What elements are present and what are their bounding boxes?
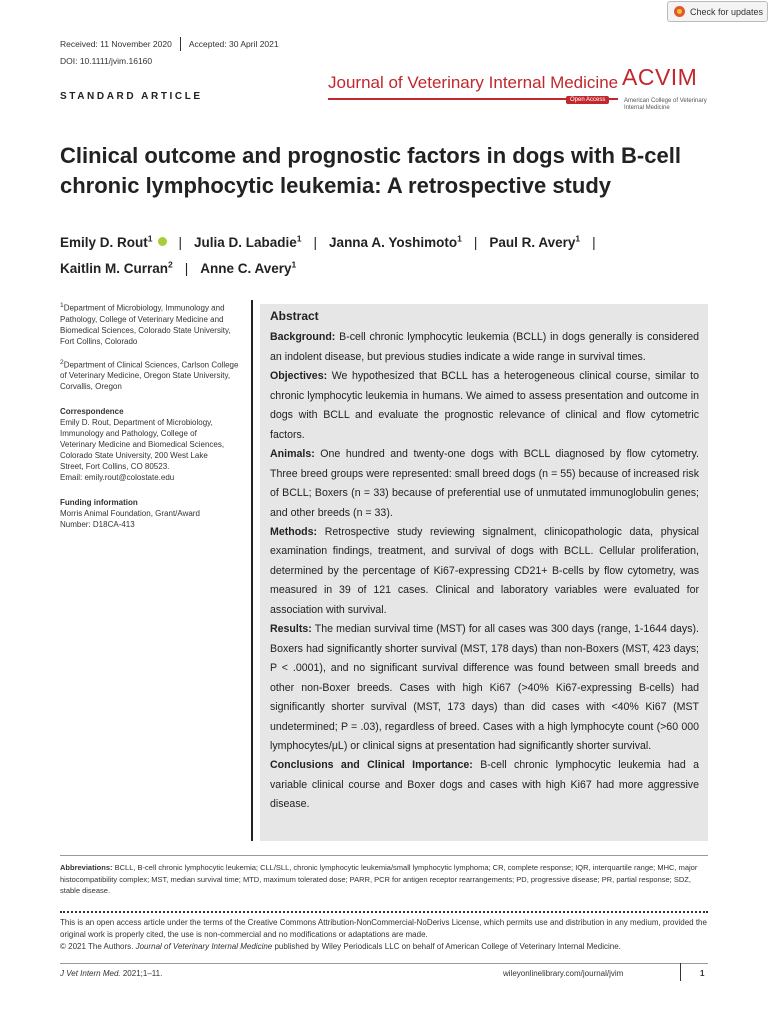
open-access-badge: Open Access bbox=[566, 96, 609, 104]
author-separator: | bbox=[184, 261, 189, 276]
page-number: 1 bbox=[700, 969, 705, 978]
crossmark-icon bbox=[674, 6, 685, 17]
correspondence bbox=[60, 406, 240, 483]
author[interactable]: Janna A. Yoshimoto$^1$ bbox=[329, 233, 462, 250]
check-for-updates-label: Check for updates bbox=[690, 6, 764, 17]
correspondence-line: Street, Fort Collins, CO 80523. bbox=[60, 462, 170, 472]
abbreviations-rule bbox=[60, 855, 708, 856]
affiliation: $^2$Department of Clinical Sciences, Carlson College of Veterinary Medicine, Oregon State University, Corvallis, Oregon bbox=[60, 358, 239, 392]
acvim-logo: ACVIM bbox=[622, 64, 698, 90]
funding-line: Number: D18CA-413 bbox=[60, 520, 135, 530]
author-separator: | bbox=[592, 234, 596, 250]
accepted-date: Accepted: 30 April 2021 bbox=[188, 39, 279, 49]
license-divider bbox=[60, 911, 708, 913]
copyright-line: © 2021 The Authors. Journal of Veterinary Internal Medicine published by Wiley Periodicals LLC on behalf of American College of Veterinary Internal Medicine. bbox=[60, 942, 621, 951]
check-for-updates-button[interactable] bbox=[667, 1, 768, 22]
correspondence-line: Emily D. Rout, Department of Microbiology, bbox=[60, 418, 213, 428]
journal-citation: J Vet Intern Med. 2021;1–11. bbox=[60, 969, 163, 978]
footer-rule bbox=[60, 963, 708, 964]
author[interactable]: Paul R. Avery$^1$ bbox=[489, 233, 581, 250]
abstract-heading: Abstract bbox=[270, 309, 319, 323]
license-notice bbox=[60, 917, 708, 953]
affiliation: $^1$Department of Microbiology, Immunology and Pathology, College of Veterinary Medicine and Biomedical Sciences, Colorado State University, Fort Collins, Colorado bbox=[60, 302, 231, 346]
abstract-objectives: Objectives: We hypothesized that BCLL has a heterogeneous clinical course, similar to chronic lymphocytic leukemia in humans. We aimed to assess presentation and outcome in dogs with BCLL and evaluate the prognostic relevance of clinical and flow cytometric factors. bbox=[270, 370, 699, 441]
author-separator: | bbox=[178, 234, 183, 250]
received-date: Received: 11 November 2020 bbox=[60, 39, 172, 49]
author-separator: | bbox=[313, 234, 318, 250]
doi: DOI: 10.1111/jvim.16160 bbox=[60, 56, 153, 66]
journal-name: Journal of Veterinary Internal Medicine bbox=[328, 73, 619, 92]
abstract-rule bbox=[251, 300, 253, 841]
funding bbox=[60, 497, 240, 530]
correspondence-line: Colorado State University, 200 West Lake bbox=[60, 451, 208, 461]
author-separator: | bbox=[473, 234, 478, 250]
author[interactable]: Emily D. Rout$^1$ bbox=[60, 233, 153, 250]
journal-website-link[interactable]: wileyonlinelibrary.com/journal/jvim bbox=[503, 969, 624, 978]
front-matter-sidebar bbox=[60, 300, 240, 530]
funding-line: Morris Animal Foundation, Grant/Award bbox=[60, 509, 200, 519]
abstract-results: Results: The median survival time (MST) for all cases was 300 days (range, 1-1644 days). Boxers had significantly shorter survival (MST, 178 days) than non-Boxers (MST, 423 days; P < .0001), and no significant survival difference was found between small breeds and other non-Boxer breeds. Cases with high Ki67 (>40% Ki67-expressing B-cells) had significantly shorter survival (MST, 173 days) than did cases with <40% Ki67 (MST undetermined; P = .03), regardless of breed. Cases with a high lymphocyte count (>60 000 lymphocytes/μL) or clinical signs at presentation had significantly shorter survival. bbox=[270, 623, 699, 752]
author[interactable]: Kaitlin M. Curran$^2$ bbox=[60, 259, 173, 276]
author-list bbox=[60, 227, 720, 280]
article-type: STANDARD ARTICLE bbox=[60, 91, 203, 102]
page-number-divider bbox=[680, 963, 681, 981]
abstract-background: Background: B-cell chronic lymphocytic leukemia (BCLL) in dogs generally is considered an indolent disease, but previous studies indicate a wide range in survival times. bbox=[270, 331, 699, 363]
article-dates bbox=[60, 39, 279, 51]
correspondence-email[interactable]: Email: emily.rout@colostate.edu bbox=[60, 473, 175, 483]
abstract-methods: Methods: Retrospective study reviewing signalment, clinicopathologic data, physical examination findings, treatment, and survival of dogs with BCLL. Cellular proliferation, determined by the percentage of Ki67-expressing CD21+ B-cells by flow cytometry, was measured in 39 of 121 cases. Clinical and laboratory variables were evaluated for association with survival. bbox=[270, 525, 699, 616]
author[interactable]: Julia D. Labadie$^1$ bbox=[194, 233, 302, 250]
abstract-box bbox=[260, 304, 708, 841]
acvim-logo-subtitle: American College of Veterinary Internal Medicine bbox=[624, 98, 707, 111]
abbreviations: Abbreviations: BCLL, B-cell chronic lymphocytic leukemia; CLL/SLL, chronic lymphocytic leukemia/small lymphocytic lymphoma; CR, complete response; IQR, interquartile range; MHC, major histocompatibility complex; MST, median survival time; MTD, maximum tolerated dose; PARR, PCR for antigen receptor rearrangements; PD, progressive disease; PR, partial response; SDZ, stable disease. bbox=[60, 863, 698, 895]
funding-heading: Funding information bbox=[60, 498, 138, 508]
license-text: This is an open access article under the terms of the Creative Commons Attribution-NonCommercial-NoDerivs License, which permits use and distribution in any medium, provided the original work is properly cited, the use is non-commercial and no modifications or adaptations are made. bbox=[60, 918, 707, 939]
orcid-icon[interactable] bbox=[158, 237, 167, 246]
correspondence-line: Veterinary Medicine and Biomedical Sciences, bbox=[60, 440, 225, 450]
date-divider bbox=[180, 37, 181, 51]
abstract-conclusions: Conclusions and Clinical Importance: B-cell chronic lymphocytic leukemia had a variable clinical course and Boxer dogs and cases with high Ki67 had more aggressive disease. bbox=[270, 759, 699, 811]
correspondence-heading: Correspondence bbox=[60, 407, 124, 417]
correspondence-line: Immunology and Pathology, College of bbox=[60, 429, 197, 439]
author[interactable]: Anne C. Avery$^1$ bbox=[200, 259, 297, 276]
abstract-animals: Animals: One hundred and twenty-one dogs with BCLL diagnosed by flow cytometry. Three breed groups were represented: small breed dogs (n = 55) because of increased risk of BCLL; Boxers (n = 33) because of preferential use of unmutated immunoglobulin genes; and other breeds (n = 33). bbox=[270, 448, 699, 519]
article-title: Clinical outcome and prognostic factors in dogs with B-cell chronic lymphocytic leukemia: A retrospective study bbox=[60, 143, 681, 198]
